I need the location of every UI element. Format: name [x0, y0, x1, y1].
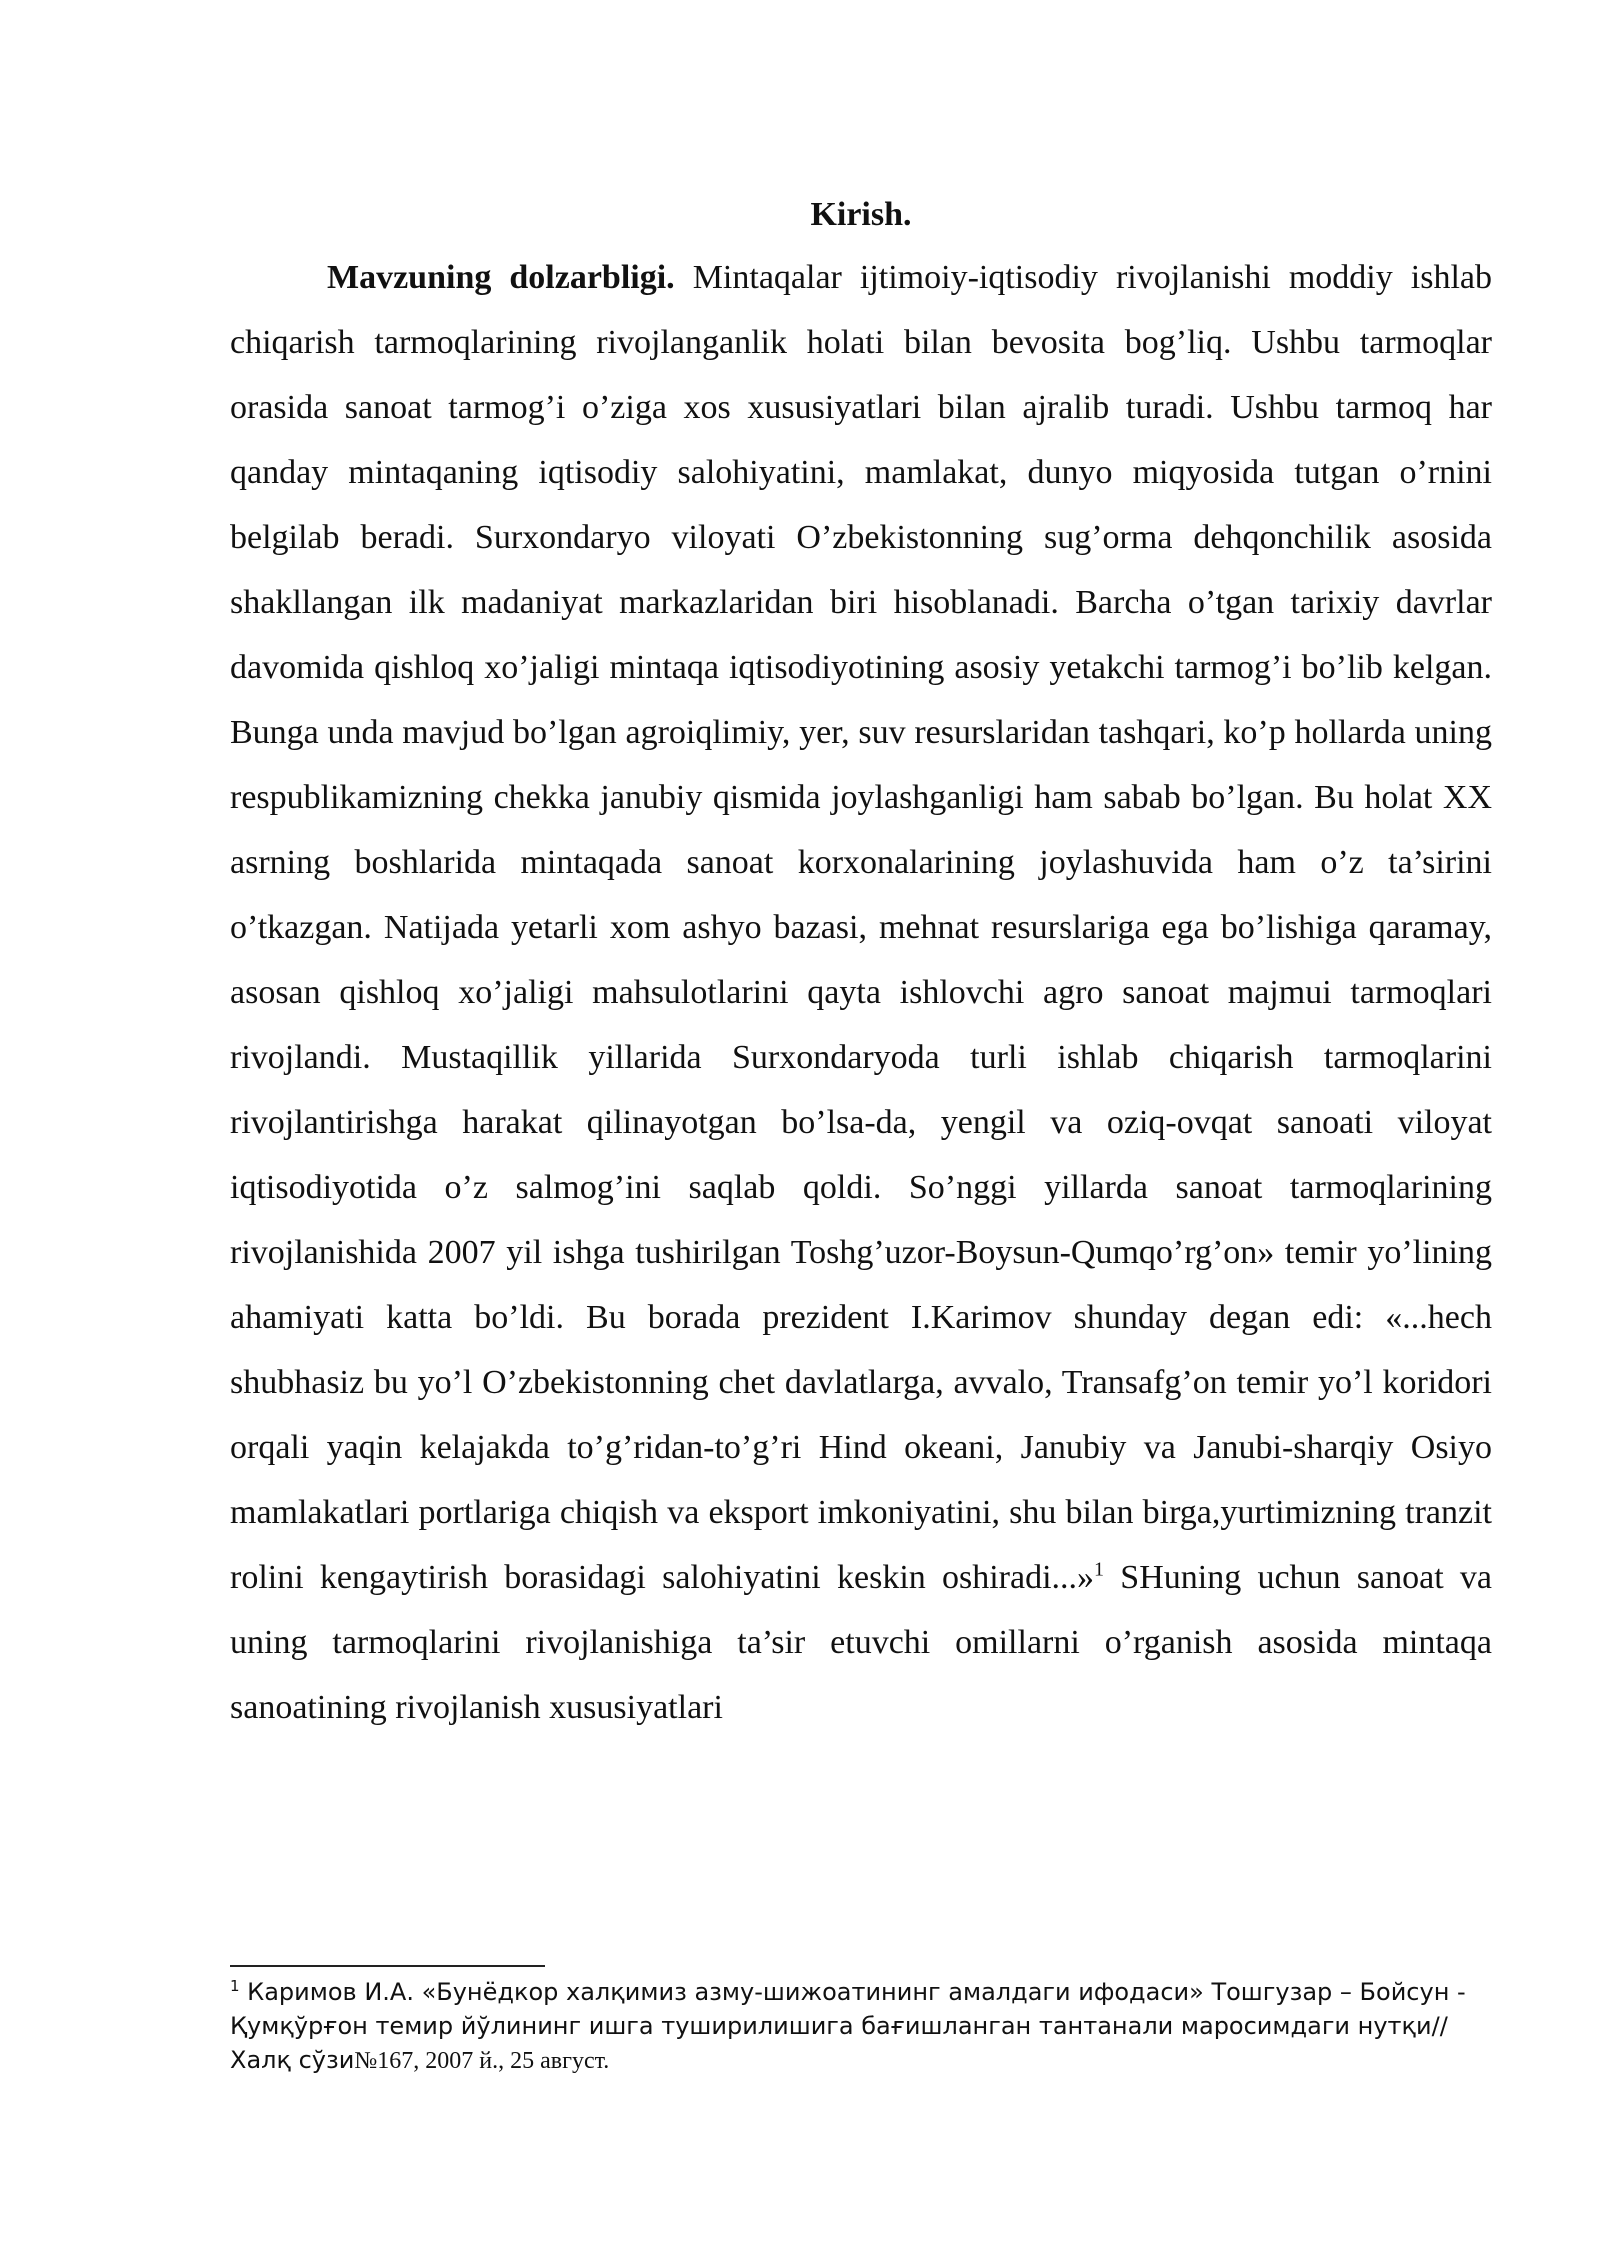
body-text-block [230, 185, 1492, 1740]
footnote-separator [230, 1965, 545, 1967]
paragraph-lead-heading: Mavzuning dolzarbligi. [327, 259, 675, 296]
main-paragraph [230, 245, 1492, 1740]
footnote [230, 1975, 1492, 2078]
footnote-number: 1 [230, 1977, 240, 1995]
section-title: Kirish. [810, 196, 912, 233]
footnote-text: Каримов И.А. «Бунёдкор халқимиз азму-шижоатининг амалдаги ифодаси» Тошгузар – Бойсун - Қумқўрғон темир йўлининг ишга туширилишига бағишланган тантанали маросимдаги нутқи// Халқ сўзи [230, 1978, 1466, 2074]
paragraph-text-part2: SHuning uchun sanoat va uning tarmoqlarini rivojlanishiga ta’sir etuvchi omillarni o’rganish asosida mintaqa sanoatining rivojlanish xususiyatlari [230, 1559, 1492, 1726]
footnote-text-tail: №167, 2007 й., 25 август. [354, 2048, 610, 2074]
footnote-reference[interactable]: 1 [1094, 1558, 1105, 1581]
paragraph-text-part1: Mintaqalar ijtimoiy-iqtisodiy rivojlanishi moddiy ishlab chiqarish tarmoqlarining rivojlanganlik holati bilan bevosita bog’liq. Ushbu tarmoqlar orasida sanoat tarmog’i o’ziga xos xususiyatlari bilan ajralib turadi. Ushbu tarmoq har qanday mintaqaning iqtisodiy salohiyatini, mamlakat, dunyo miqyosida tutgan o’rnini belgilab beradi. Surxondaryo viloyati O’zbekistonning sug’orma dehqonchilik asosida shakllangan ilk madaniyat markazlaridan biri hisoblanadi. Barcha o’tgan tarixiy davrlar davomida qishloq xo’jaligi mintaqa iqtisodiyotining asosiy yetakchi tarmog’i bo’lib kelgan. Bunga unda mavjud bo’lgan agroiqlimiy, yer, suv resurslaridan tashqari, ko’p hollarda uning respublikamizning chekka janubiy qismida joylashganligi ham sabab bo’lgan. Bu holat XX asrning boshlarida mintaqada sanoat korxonalarining joylashuvida ham o’z ta’sirini o’tkazgan. Natijada yetarli xom ashyo bazasi, mehnat resurslariga ega bo’lishiga qaramay, asosan qishloq xo’jaligi mahsulotlarini qayta ishlovchi agro sanoat majmui tarmoqlari rivojlandi. Mustaqillik yillarida Surxondaryoda turli ishlab chiqarish tarmoqlarini rivojlantirishga harakat qilinayotgan bo’lsa-da, yengil va oziq-ovqat sanoati viloyat iqtisodiyotida o’z salmog’ini saqlab qoldi. So’nggi yillarda sanoat tarmoqlarining rivojlanishida 2007 yil ishga tushirilgan Toshg’uzor-Boysun-Qumqo’rg’on» temir yo’lining ahamiyati katta bo’ldi. Bu borada prezident I.Karimov shunday degan edi: «...hech shubhasiz bu yo’l O’zbekistonning chet davlatlarga, avvalo, Transafg’on temir yo’l koridori orqali yaqin kelajakda to’g’ridan-to’g’ri Hind okeani, Janubiy va Janubi-sharqiy Osiyo mamlakatlari portlariga chiqish va eksport imkoniyatini, shu bilan birga,yurtimizning tranzit rolini kengaytirish borasidagi salohiyatini keskin oshiradi...» [230, 259, 1492, 1596]
